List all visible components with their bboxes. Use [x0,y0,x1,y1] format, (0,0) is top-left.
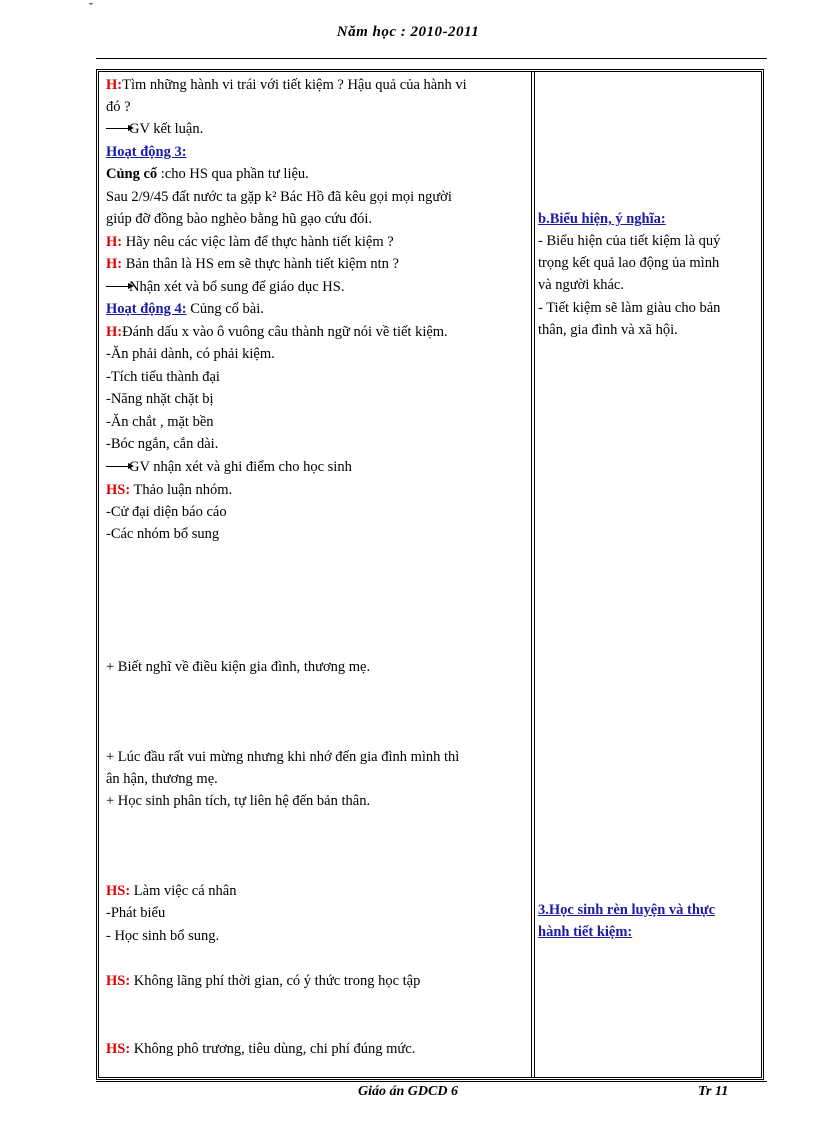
time-waste-line: HS: Không lãng phí thời gian, có ý thức trong học tập [106,973,421,989]
section-3-heading-cont: hành tiết kiệm: [538,924,633,940]
activity-3-heading: Hoạt động 3: [106,144,187,160]
speak-line: -Phát biểu [106,905,166,921]
proverb-item: -Bóc ngắn, cắn dài. [106,436,219,452]
spending-line: HS: Không phô trương, tiêu dùng, chi phí đúng mức. [106,1041,416,1057]
footer-document-title: Giáo án GDCD 6 [358,1084,458,1099]
proverb-item: -Năng nhặt chặt bị [106,391,214,407]
content-line: - Biểu hiện của tiết kiệm là quý [538,233,721,249]
section-b-heading: b.Biểu hiện, ý nghĩa: [538,211,666,227]
supplement-line: - Học sinh bổ sung. [106,928,220,944]
story-line-1: Sau 2/9/45 đất nước ta gặp k² Bác Hồ đã kêu gọi mọi người [106,189,452,205]
footer-page-number: Tr 11 [698,1084,729,1099]
grading-line: GV nhận xét và ghi điểm cho học sinh [106,456,352,479]
conclusion-line: GV kết luận. [106,118,203,141]
section-3-heading: 3.Học sinh rèn luyện và thực [538,902,716,918]
arrow-right-icon [106,466,128,467]
arrow-right-icon [106,286,128,287]
supplement-line: -Các nhóm bổ sung [106,526,220,542]
comment-line: Nhận xét và bổ sung để giáo dục HS. [106,276,344,299]
answer-line: + Biết nghĩ về điều kiện gia đình, thương mẹ. [106,659,371,675]
proverb-item: -Ăn chắt , mặt bền [106,414,214,430]
group-discussion: HS: Thảo luận nhóm. [106,482,233,498]
content-line: trọng kết quả lao động ủa mình [538,255,720,271]
content-line: thân, gia đình và xã hội. [538,322,678,338]
question-self: H: Bản thân là HS em sẽ thực hành tiết kiệm ntn ? [106,256,399,272]
activity-4-heading: Hoạt động 4: Củng cố bài. [106,301,264,317]
footer-rule [96,1081,767,1082]
content-line: - Tiết kiệm sẽ làm giàu cho bản [538,300,721,316]
answer-line-cont: ân hận, thương mẹ. [106,771,218,787]
question-practice: H: Hãy nêu các việc làm để thực hành tiết kiệm ? [106,234,394,250]
column-divider [531,71,532,1078]
question-mark-x: H:Đánh dấu x vào ô vuông câu thành ngữ nói về tiết kiệm. [106,324,448,340]
header-rule [96,58,767,59]
answer-line: + Học sinh phân tích, tự liên hệ đến bản thân. [106,793,371,809]
arrow-right-icon [106,128,128,129]
question-line-cont: đó ? [106,99,131,115]
proverb-item: -Ăn phải dành, có phải kiệm. [106,346,275,362]
individual-work: HS: Làm việc cá nhân [106,883,237,899]
consolidation-line: Củng cố :cho HS qua phần tư liệu. [106,166,309,182]
column-divider-inner [534,71,535,1078]
content-line: và người khác. [538,277,624,293]
report-line: -Cử đại diện báo cáo [106,504,227,520]
proverb-item: -Tích tiểu thành đại [106,369,220,385]
page-header-school-year: Năm học : 2010-2011 [336,24,480,40]
story-line-2: giúp đỡ đồng bào nghèo bằng hũ gạo cứu đói. [106,211,373,227]
answer-line: + Lúc đầu rất vui mừng nhưng khi nhớ đến gia đình mình thì [106,749,460,765]
question-line: H:Tìm những hành vi trái với tiết kiệm ? Hậu quả của hành vi [106,77,467,93]
corner-mark: ˇ [89,0,93,14]
